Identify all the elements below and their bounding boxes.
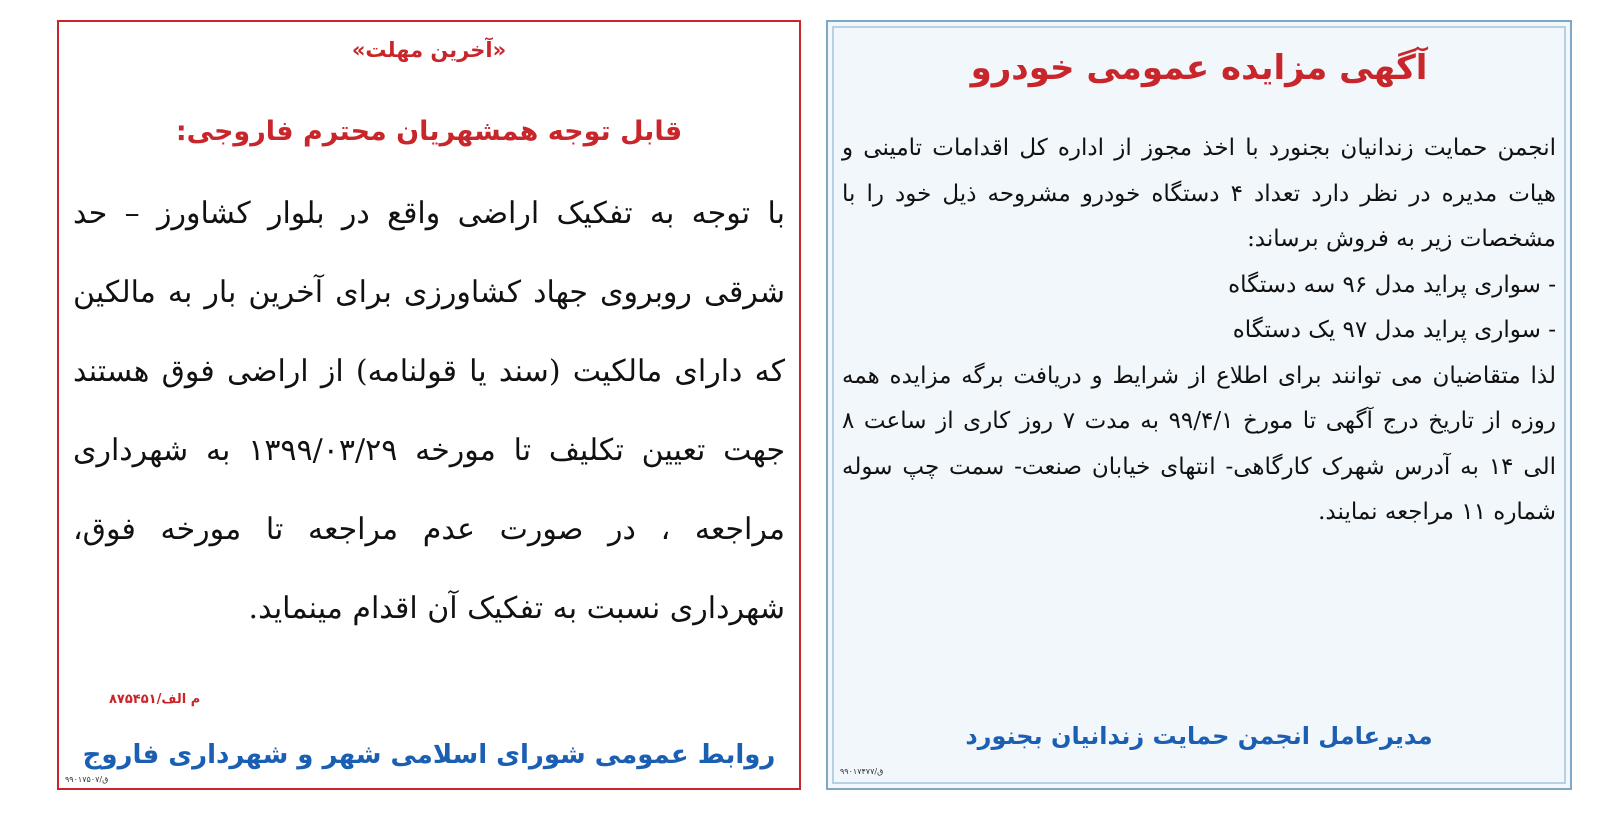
notice-body	[842, 126, 1556, 536]
notice-details: لذا متقاضیان می توانند برای اطلاع از شرایط و دریافت برگه مزایده همه روزه از تاریخ درج آگهی تا مورخ ۹۹/۴/۱ به مدت ۷ روز کاری از ساعت ۸ الی ۱۴ به آدرس شهرک کارگاهی- انتهای خیابان صنعت- سمت چپ سوله شماره ۱۱ مراجعه نمایند.	[842, 362, 1556, 525]
notice-item: - سواری پراید مدل ۹۷ یک دستگاه	[1232, 317, 1556, 343]
lot-owners-notice	[57, 20, 801, 790]
notice-intro: انجمن حمایت زندانیان بجنورد با اخذ مجوز از اداره کل اقدامات تامینی و هیات مدیره در نظر دارد تعداد ۴ دستگاه خودرو مشروحه ذیل خود را با مشخصات زیر به فروش برساند:	[842, 135, 1556, 252]
notice-title: «آخرین مهلت»	[351, 38, 507, 62]
notice-footer: روابط عمومی شورای اسلامی شهر و شهرداری فاروج	[82, 740, 776, 770]
notice-footer: مدیرعامل انجمن حمایت زندانیان بجنورد	[965, 722, 1433, 750]
car-auction-notice	[826, 20, 1572, 790]
notice-code: ۹۹۰۱۷۴۷۷/ق	[840, 767, 884, 776]
notice-item: - سواری پراید مدل ۹۶ سه دستگاه	[1228, 271, 1556, 298]
notice-code: ۹۹۰۱۷۵۰۷/ق	[65, 775, 109, 784]
notice-subtitle: قابل توجه همشهریان محترم فاروجی:	[175, 116, 683, 147]
notice-body: با توجه به تفکیک اراضی واقع در بلوار کشاورز – حد شرقی روبروی جهاد کشاورزی برای آخرین بار به مالکین که دارای مالکیت (سند یا قولنامه) از اراضی فوق هستند جهت تعیین تکلیف تا مورخه ۱۳۹۹/۰۳/۲۹ به شهرداری مراجعه ، در صورت عدم مراجعه تا مورخه فوق، شهرداری نسبت به تفکیک آن اقدام مینماید.	[73, 196, 786, 626]
notice-title: آگهی مزایده عمومی خودرو	[970, 48, 1428, 88]
notice-reference: م الف/۸۷۵۴۵۱	[109, 692, 201, 707]
